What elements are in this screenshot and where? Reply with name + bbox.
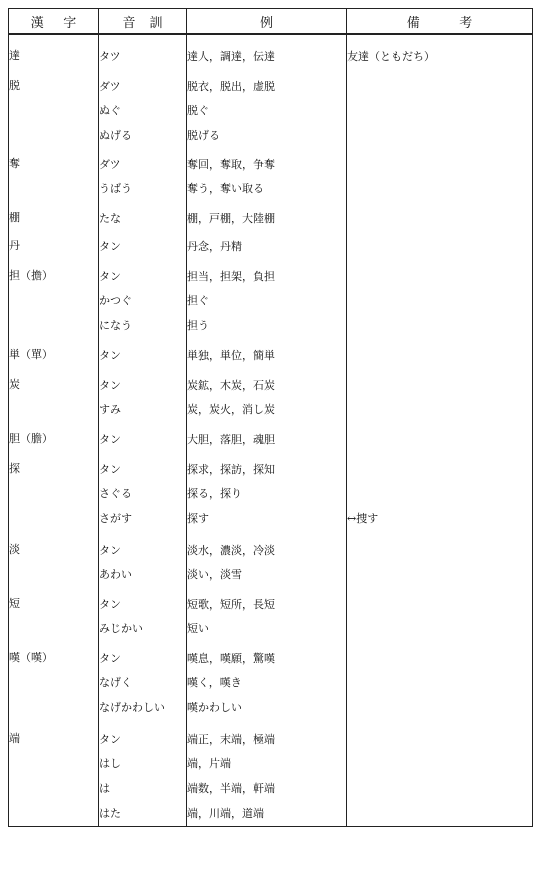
note-line: [347, 372, 532, 397]
reading-line: タン: [99, 652, 121, 665]
reading-cell: [99, 73, 187, 148]
header-kanji-1: 漢: [30, 15, 44, 31]
header-notes-2: 考: [459, 15, 473, 31]
example-cell: [187, 233, 347, 259]
reading-cell: [99, 263, 187, 338]
note-line: [347, 801, 532, 826]
example-cell: [187, 726, 347, 827]
example-line: 担う: [187, 319, 209, 332]
kanji-character: 淡: [9, 543, 20, 556]
note-line: ↔捜す: [347, 512, 379, 525]
note-line: [347, 591, 532, 616]
kanji-row: [9, 151, 533, 201]
kanji-character: 脱: [9, 79, 20, 92]
reading-cell: [99, 233, 187, 259]
note-line: [347, 233, 532, 258]
kanji-character: 奪: [9, 157, 20, 170]
example-line: 奪回，奪取，争奪: [187, 158, 275, 171]
note-cell: [347, 456, 533, 531]
example-line: 炭，炭火，消し炭: [187, 403, 275, 416]
note-line: [347, 397, 532, 422]
note-line: [347, 562, 532, 587]
header-reading: [99, 9, 187, 35]
reading-line: ぬげる: [99, 129, 132, 142]
kanji-row: [9, 426, 533, 452]
kanji-row: [9, 726, 533, 827]
note-line: [347, 73, 532, 98]
note-cell: [347, 205, 533, 231]
reading-line: になう: [99, 319, 132, 332]
example-line: 嘆息，嘆願，驚嘆: [187, 652, 275, 665]
example-line: 担当，担架，負担: [187, 270, 275, 283]
reading-line: タン: [99, 463, 121, 476]
note-line: [347, 695, 532, 720]
example-cell: [187, 591, 347, 641]
kanji-character: 端: [9, 732, 20, 745]
reading-line: はた: [99, 807, 121, 820]
reading-line: タン: [99, 349, 121, 362]
example-cell: [187, 263, 347, 338]
kanji-character: 探: [9, 462, 20, 475]
kanji-character: 炭: [9, 378, 20, 391]
kanji-row: [9, 456, 533, 531]
note-line: [347, 342, 532, 367]
reading-line: は: [99, 782, 110, 795]
reading-line: なげかわしい: [99, 701, 165, 714]
example-line: 淡い，淡雪: [187, 568, 242, 581]
example-line: 奪う，奪い取る: [187, 182, 264, 195]
reading-cell: [99, 43, 187, 69]
note-line: [347, 98, 532, 123]
example-line: 脱衣，脱出，虚脱: [187, 80, 275, 93]
example-line: 端数，半端，軒端: [187, 782, 275, 795]
kanji-cell: [9, 43, 99, 69]
example-line: 担ぐ: [187, 294, 209, 307]
note-cell: [347, 233, 533, 259]
example-line: 棚，戸棚，大陸棚: [187, 212, 275, 225]
kanji-character: 丹: [9, 239, 20, 252]
example-line: 大胆，落胆，魂胆: [187, 433, 275, 446]
kanji-character: 短: [9, 597, 20, 610]
example-line: 短歌，短所，長短: [187, 598, 275, 611]
note-line: [347, 481, 532, 506]
kanji-character: 胆（膽）: [9, 432, 53, 445]
reading-line: タン: [99, 733, 121, 746]
reading-line: みじかい: [99, 622, 143, 635]
reading-line: さぐる: [99, 487, 132, 500]
reading-line: さがす: [99, 512, 132, 525]
reading-line: タン: [99, 240, 121, 253]
example-cell: [187, 205, 347, 231]
reading-cell: [99, 151, 187, 201]
example-cell: [187, 456, 347, 531]
reading-line: すみ: [99, 403, 121, 416]
example-line: 炭鉱，木炭，石炭: [187, 379, 275, 392]
reading-line: ダツ: [99, 158, 121, 171]
note-cell: [347, 591, 533, 641]
example-cell: [187, 342, 347, 368]
header-reading-2: 訓: [149, 15, 163, 31]
reading-cell: [99, 726, 187, 827]
kanji-row: [9, 73, 533, 148]
note-cell: [347, 342, 533, 368]
note-line: [347, 288, 532, 313]
note-line: [347, 645, 532, 670]
example-line: 単独，単位，簡単: [187, 349, 275, 362]
example-line: 探求，探訪，探知: [187, 463, 275, 476]
reading-line: ぬぐ: [99, 104, 121, 117]
reading-line: うばう: [99, 182, 132, 195]
header-example: 例: [187, 9, 347, 35]
example-cell: [187, 645, 347, 720]
note-line: [347, 537, 532, 562]
spacer-row: [9, 34, 533, 43]
example-line: 淡水，濃淡，冷淡: [187, 544, 275, 557]
kanji-row: [9, 591, 533, 641]
example-cell: [187, 73, 347, 148]
note-line: [347, 176, 532, 201]
header-reading-1: 音: [122, 15, 136, 31]
reading-cell: [99, 342, 187, 368]
reading-line: はし: [99, 757, 121, 770]
kanji-character: 棚: [9, 211, 20, 224]
note-cell: [347, 151, 533, 201]
note-line: [347, 616, 532, 641]
note-line: [347, 151, 532, 176]
header-notes-1: 備: [406, 15, 420, 31]
kanji-cell: [9, 726, 99, 827]
header-row: [9, 9, 533, 35]
kanji-row: [9, 372, 533, 422]
example-line: 丹念，丹精: [187, 240, 242, 253]
note-line: [347, 751, 532, 776]
reading-cell: [99, 426, 187, 452]
note-line: [347, 776, 532, 801]
note-cell: [347, 726, 533, 827]
table-body: [9, 34, 533, 827]
reading-line: タツ: [99, 50, 121, 63]
example-line: 端，片端: [187, 757, 231, 770]
header-notes: [347, 9, 533, 35]
note-line: [347, 313, 532, 338]
reading-cell: [99, 372, 187, 422]
reading-line: タン: [99, 544, 121, 557]
example-line: 探る，探り: [187, 487, 242, 500]
kanji-cell: [9, 372, 99, 422]
example-line: 嘆く，嘆き: [187, 676, 242, 689]
note-line: [347, 205, 532, 230]
kanji-character: 単（單）: [9, 348, 53, 361]
note-cell: [347, 73, 533, 148]
reading-cell: [99, 205, 187, 231]
kanji-row: [9, 263, 533, 338]
kanji-cell: [9, 263, 99, 338]
note-cell: [347, 426, 533, 452]
note-cell: [347, 372, 533, 422]
kanji-table: [8, 8, 533, 827]
example-line: 嘆かわしい: [187, 701, 242, 714]
reading-line: タン: [99, 433, 121, 446]
reading-cell: [99, 591, 187, 641]
note-line: [347, 670, 532, 695]
kanji-row: [9, 342, 533, 368]
reading-line: なげく: [99, 676, 132, 689]
note-line: [347, 726, 532, 751]
example-line: 達人，調達，伝達: [187, 50, 275, 63]
kanji-row: [9, 43, 533, 69]
kanji-character: 達: [9, 49, 20, 62]
example-line: 探す: [187, 512, 209, 525]
kanji-row: [9, 645, 533, 720]
reading-cell: [99, 645, 187, 720]
kanji-cell: [9, 537, 99, 587]
note-cell: [347, 43, 533, 69]
reading-line: ダツ: [99, 80, 121, 93]
note-cell: [347, 263, 533, 338]
kanji-cell: [9, 233, 99, 259]
note-line: [347, 456, 532, 481]
kanji-cell: [9, 205, 99, 231]
reading-cell: [99, 456, 187, 531]
reading-line: たな: [99, 212, 121, 225]
example-line: 端正，末端，極端: [187, 733, 275, 746]
kanji-cell: [9, 73, 99, 148]
kanji-cell: [9, 426, 99, 452]
note-cell: [347, 645, 533, 720]
example-cell: [187, 43, 347, 69]
kanji-cell: [9, 645, 99, 720]
note-line: [347, 263, 532, 288]
example-line: 短い: [187, 622, 209, 635]
kanji-row: [9, 537, 533, 587]
kanji-character: 嘆（嘆）: [9, 651, 53, 664]
header-kanji: [9, 9, 99, 35]
kanji-row: [9, 233, 533, 259]
note-line: [347, 426, 532, 451]
example-line: 脱ぐ: [187, 104, 209, 117]
reading-line: かつぐ: [99, 294, 132, 307]
reading-line: タン: [99, 270, 121, 283]
kanji-cell: [9, 591, 99, 641]
kanji-cell: [9, 342, 99, 368]
example-line: 脱げる: [187, 129, 220, 142]
kanji-cell: [9, 151, 99, 201]
kanji-row: [9, 205, 533, 231]
note-line: 友達（ともだち）: [347, 50, 435, 63]
reading-line: あわい: [99, 568, 132, 581]
example-line: 端，川端，道端: [187, 807, 264, 820]
kanji-character: 担（擔）: [9, 269, 53, 282]
note-line: [347, 123, 532, 148]
example-cell: [187, 151, 347, 201]
reading-line: タン: [99, 379, 121, 392]
example-cell: [187, 537, 347, 587]
reading-cell: [99, 537, 187, 587]
kanji-cell: [9, 456, 99, 531]
example-cell: [187, 426, 347, 452]
reading-line: タン: [99, 598, 121, 611]
header-kanji-2: 字: [63, 15, 77, 31]
example-cell: [187, 372, 347, 422]
note-cell: [347, 537, 533, 587]
